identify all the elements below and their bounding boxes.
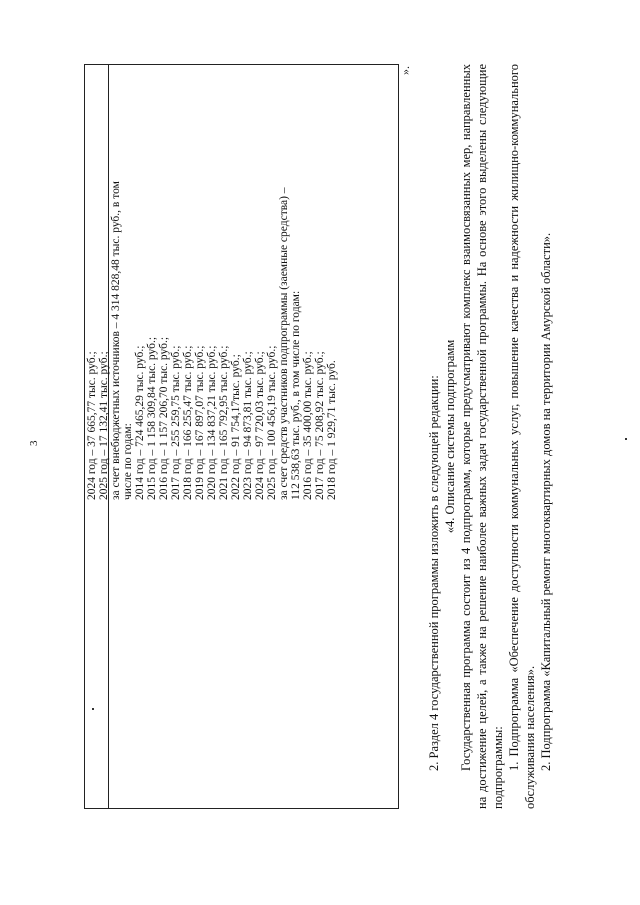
intro-paragraph: Государственная программа состоит из 4 подпрограмм, которые предусматривают комплекс взаимосвязанных мер, направленных на достижение целей, а также на решение наиболее важных задач государственной программы. На основе этого выделены следующие подпрограммы: bbox=[459, 64, 505, 809]
body-text bbox=[426, 64, 554, 809]
funding-line: 2018 год – 166 255,47 тыс. руб.; bbox=[182, 345, 194, 500]
funding-line: 2024 год – 97 720,03 тыс. руб.; bbox=[254, 351, 266, 500]
funding-line: за счет внебюджетных источников – 4 314 828,48 тыс. руб., в том bbox=[110, 181, 122, 500]
funding-line: 2014 год – 724 465,29 тыс. руб.; bbox=[134, 345, 146, 500]
funding-line: 2025 год – 100 456,19 тыс. руб.; bbox=[266, 345, 278, 500]
funding-line: 2022 год – 91 754,17тыс. руб.; bbox=[230, 354, 242, 500]
funding-line: 2024 год – 37 665,77 тыс. руб.; bbox=[86, 351, 98, 500]
funding-line: 2017 год – 75 208,92 тыс. руб.; bbox=[314, 351, 326, 500]
funding-cell bbox=[86, 64, 398, 500]
funding-line: 2023 год – 94 873,81 тыс. руб.; bbox=[242, 351, 254, 500]
scan-speck bbox=[625, 438, 627, 440]
subprogram-item-2: 2. Подпрограмма «Капитальный ремонт многоквартирных домов на территории Амурской области». bbox=[539, 232, 553, 771]
funding-line: 2016 год – 35 400,00 тыс. руб.; bbox=[302, 351, 314, 500]
funding-line: 2020 год – 134 837,21 тыс. руб.; bbox=[206, 345, 218, 500]
item-intro: 2. Раздел 4 государственной программы изложить в следующей редакции: bbox=[427, 375, 441, 771]
subprogram-item-1: 1. Подпрограмма «Обеспечение доступности коммунальных услуг, повышение качества и надежности жилищно-коммунального обслуживания населения». bbox=[507, 64, 537, 809]
funding-line: 2016 год – 1 157 206,70 тыс. руб.; bbox=[158, 336, 170, 500]
section-title: «4. Описание системы подпрограмм bbox=[443, 339, 457, 534]
page-number: 3 bbox=[28, 440, 40, 446]
funding-line: 2017 год – 255 259,75 тыс. руб.; bbox=[170, 345, 182, 500]
funding-line: 2018 год – 1 929,71 тыс. руб. bbox=[326, 360, 338, 500]
scan-speck bbox=[92, 708, 94, 710]
funding-line: 2015 год – 1 158 309,84 тыс. руб.; bbox=[146, 336, 158, 500]
funding-line: за счет средств участников подпрограммы (заемные средства) – bbox=[278, 187, 290, 500]
funding-line: 2025 год – 17 132,41 тыс. руб.; bbox=[98, 351, 110, 500]
funding-line: 2019 год – 167 897,07 тыс. руб.; bbox=[194, 345, 206, 500]
closing-quote: ». bbox=[398, 66, 412, 75]
funding-line: числе по годам: bbox=[122, 423, 134, 500]
funding-line: 2021 год – 165 792,95 тыс. руб.; bbox=[218, 345, 230, 500]
funding-line: 112 538,63 тыс. руб., в том числе по годам: bbox=[290, 290, 302, 500]
